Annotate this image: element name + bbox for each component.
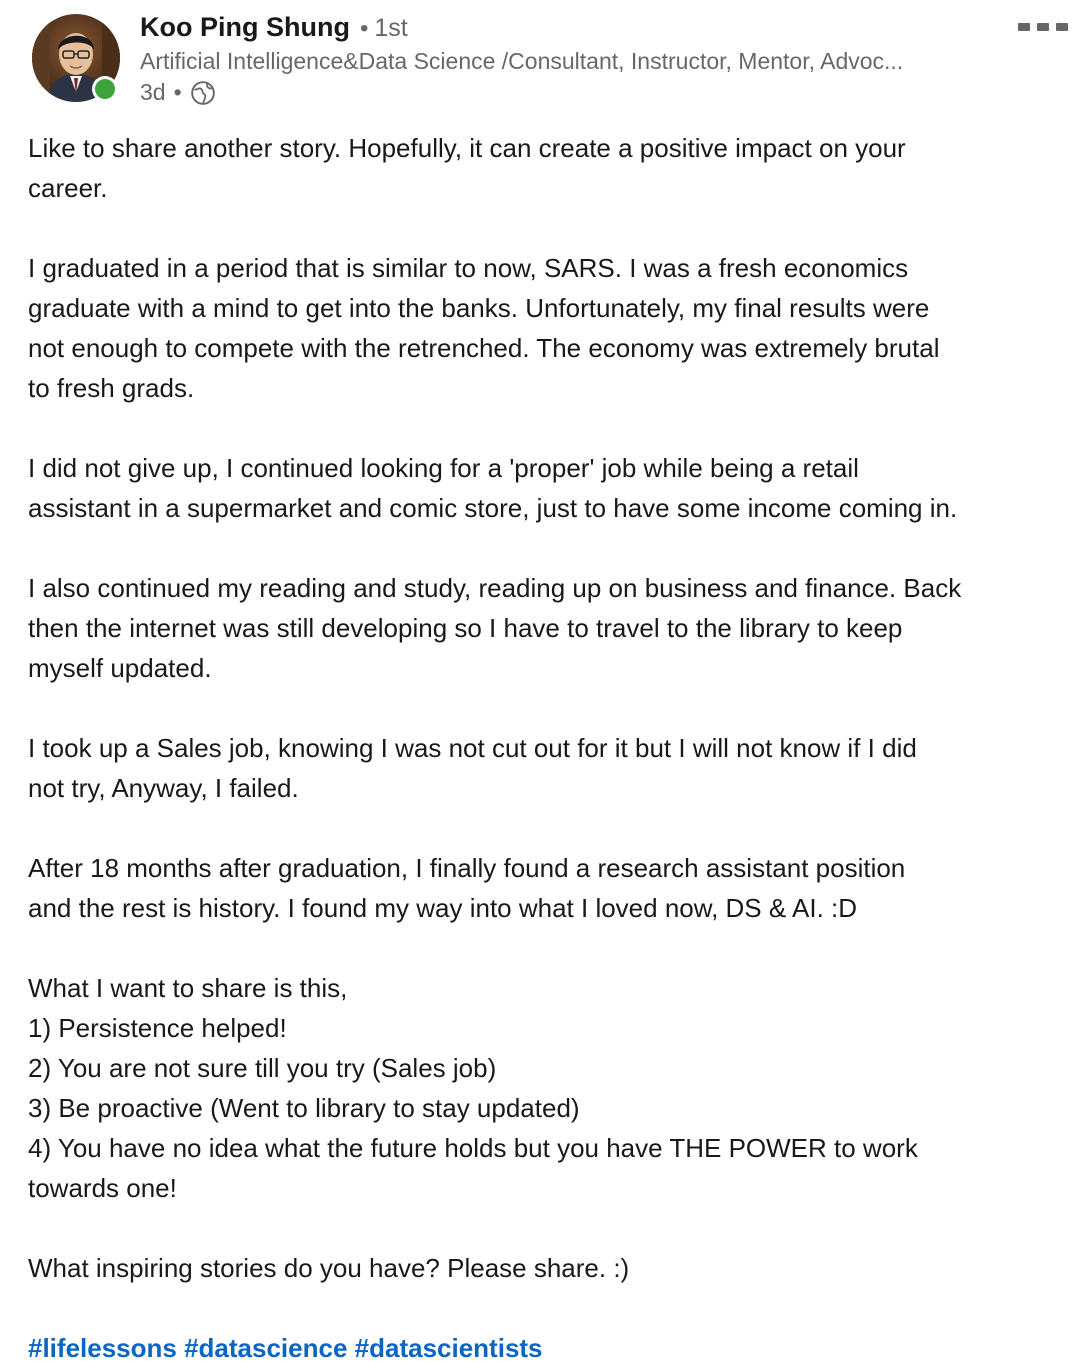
online-status-icon	[95, 79, 115, 99]
text-line: career.	[28, 173, 108, 203]
text-line: I did not give up, I continued looking for a 'proper' job while being a retail	[28, 453, 859, 483]
text-line: and the rest is history. I found my way into what I loved now, DS & AI. :D	[28, 893, 858, 923]
more-options-button[interactable]	[1018, 16, 1068, 38]
connection-degree: 1st	[374, 14, 408, 42]
text-line: What inspiring stories do you have? Please share. :)	[28, 1253, 630, 1283]
hashtag-link[interactable]: #datascientists	[354, 1333, 543, 1363]
hashtag-list	[28, 1328, 1078, 1368]
online-status-dot	[92, 76, 118, 102]
text-line: towards one!	[28, 1173, 177, 1203]
text-line: After 18 months after graduation, I finally found a research assistant position	[28, 853, 906, 883]
text-line: 1) Persistence helped!	[28, 1013, 287, 1043]
post-meta	[140, 79, 1020, 106]
paragraph	[28, 128, 1078, 208]
text-line: 3) Be proactive (Went to library to stay updated)	[28, 1093, 580, 1123]
name-row	[140, 12, 1020, 43]
paragraph	[28, 448, 1078, 528]
bullet-separator: •	[359, 15, 369, 42]
text-line: 2) You are not sure till you try (Sales job)	[28, 1053, 497, 1083]
text-line: then the internet was still developing so I have to travel to the library to keep	[28, 613, 903, 643]
text-line: graduate with a mind to get into the banks. Unfortunately, my final results were	[28, 293, 930, 323]
hashtag-link[interactable]: #lifelessons	[28, 1333, 177, 1363]
paragraph	[28, 848, 1078, 928]
paragraph	[28, 968, 1078, 1208]
globe-icon	[190, 80, 216, 106]
text-line: I graduated in a period that is similar to now, SARS. I was a fresh economics	[28, 253, 909, 283]
more-horizontal-icon	[1056, 23, 1068, 31]
hashtag-link[interactable]: #datascience	[184, 1333, 348, 1363]
text-line: I also continued my reading and study, reading up on business and finance. Back	[28, 573, 962, 603]
paragraph	[28, 728, 1078, 808]
paragraph	[28, 568, 1078, 688]
text-line: to fresh grads.	[28, 373, 195, 403]
paragraph	[28, 248, 1078, 408]
more-horizontal-icon	[1037, 23, 1049, 31]
text-line: What I want to share is this,	[28, 973, 348, 1003]
avatar[interactable]	[32, 14, 120, 102]
text-line: assistant in a supermarket and comic store, just to have some income coming in.	[28, 493, 958, 523]
bullet-separator: •	[173, 79, 182, 105]
paragraph	[28, 1248, 1078, 1288]
more-horizontal-icon	[1018, 23, 1030, 31]
post-body	[28, 128, 1078, 1368]
text-line: not enough to compete with the retrenched. The economy was extremely brutal	[28, 333, 940, 363]
text-line: myself updated.	[28, 653, 212, 683]
author-name[interactable]: Koo Ping Shung	[140, 12, 350, 42]
author-headline: Artificial Intelligence&Data Science /Consultant, Instructor, Mentor, Advoc...	[140, 48, 904, 74]
text-line: 4) You have no idea what the future holds but you have THE POWER to work	[28, 1133, 918, 1163]
text-line: Like to share another story. Hopefully, it can create a positive impact on your	[28, 133, 906, 163]
post-age: 3d	[140, 79, 166, 105]
text-line: not try, Anyway, I failed.	[28, 773, 299, 803]
text-line: I took up a Sales job, knowing I was not cut out for it but I will not know if I did	[28, 733, 917, 763]
post-header	[140, 12, 1020, 106]
